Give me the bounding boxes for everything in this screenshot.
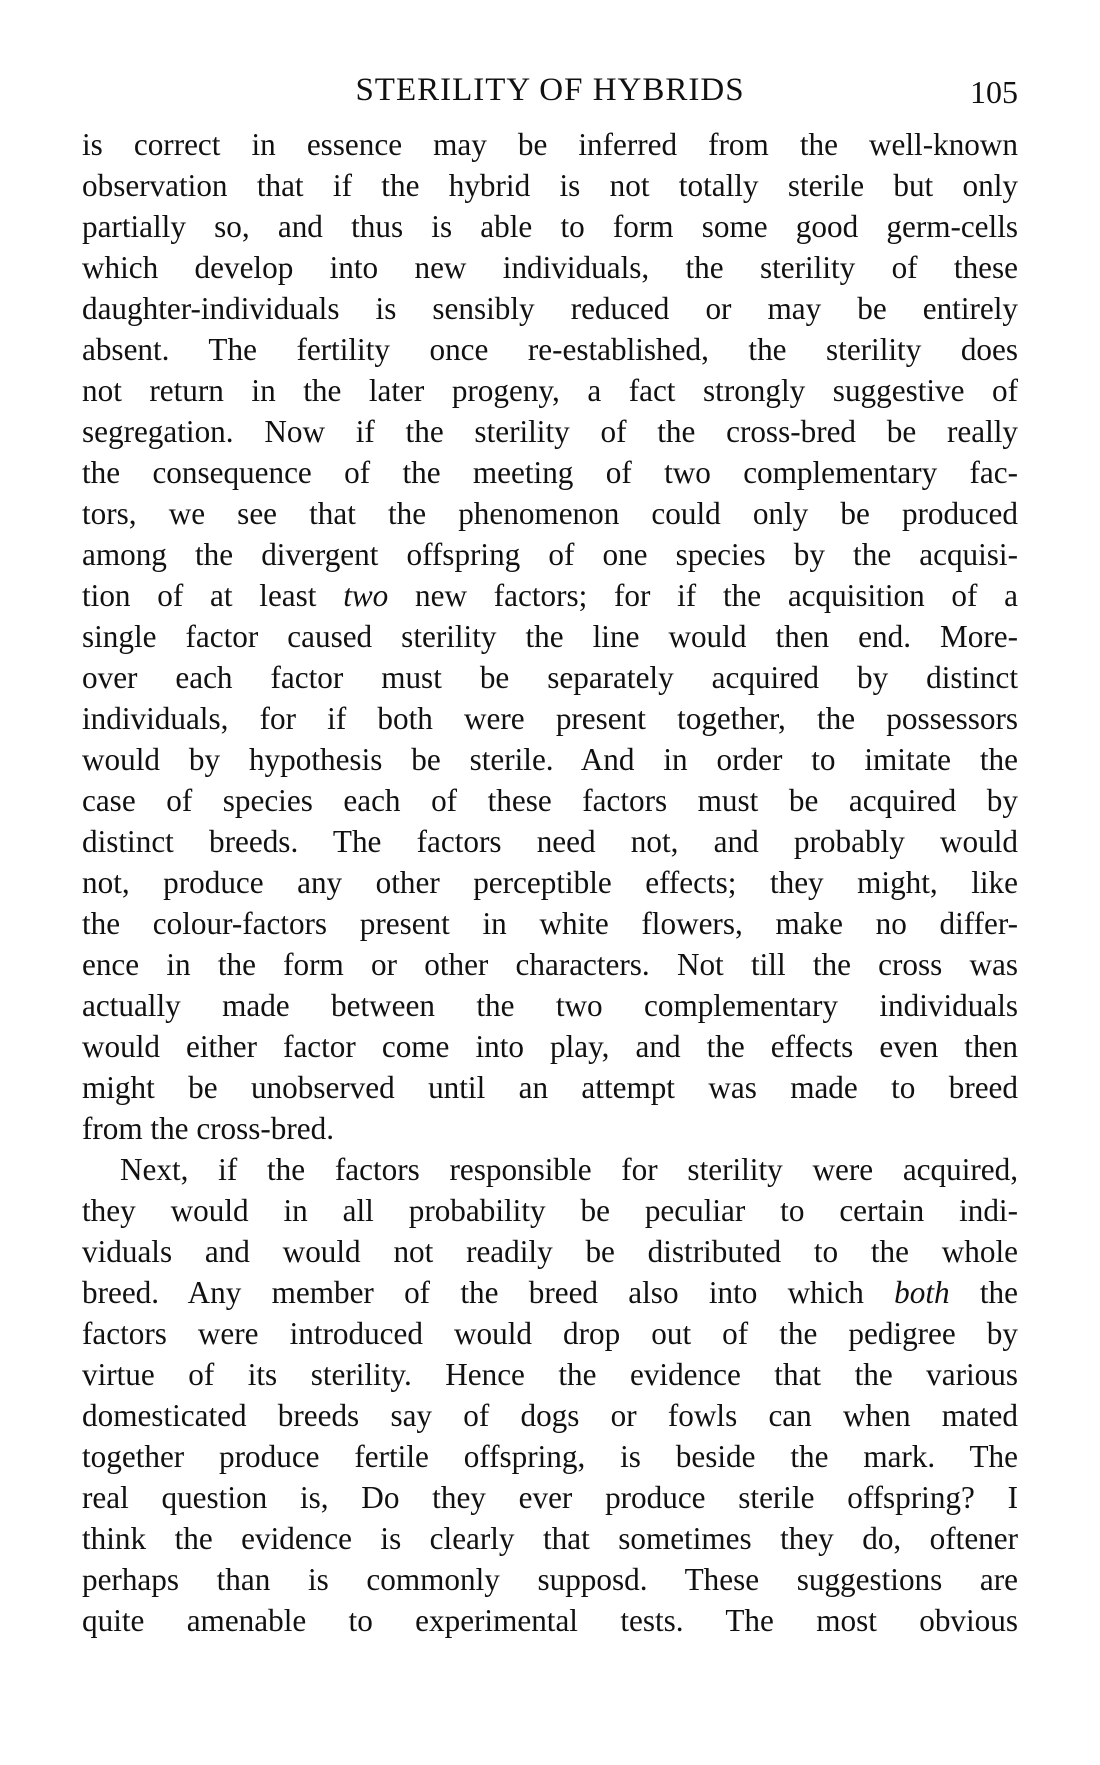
text-line: among the divergent offspring of one species by the acquisi- [82,537,1018,572]
text-run: tion of at least [82,578,344,613]
text-line: absent. The fertility once re-established, the sterility does [82,332,1018,367]
text-line: not, produce any other perceptible effects; they might, like [82,865,1018,900]
text-line: actually made between the two complementary individuals [82,988,1018,1023]
text-line: real question is, Do they ever produce sterile offspring? I [82,1480,1018,1515]
text-line [82,1272,1018,1313]
text-line: over each factor must be separately acquired by distinct [82,660,1018,695]
text-line: factors were introduced would drop out of the pedigree by [82,1316,1018,1351]
text-line: perhaps than is commonly supposd. These suggestions are [82,1562,1018,1597]
text-line: segregation. Now if the sterility of the cross-bred be really [82,414,1018,449]
body-text [82,124,1018,1641]
text-line: the consequence of the meeting of two complementary fac- [82,455,1018,490]
text-line: observation that if the hybrid is not totally sterile but only [82,168,1018,203]
text-line: quite amenable to experimental tests. The most obvious [82,1603,1018,1638]
text-line: which develop into new individuals, the sterility of these [82,250,1018,285]
italic-word: two [343,578,389,613]
text-line: ence in the form or other characters. Not till the cross was [82,947,1018,982]
book-page [82,72,1018,1641]
text-line: together produce fertile offspring, is beside the mark. The [82,1439,1018,1474]
text-line: viduals and would not readily be distributed to the whole [82,1234,1018,1269]
text-line: individuals, for if both were present together, the possessors [82,701,1018,736]
text-line: virtue of its sterility. Hence the evidence that the various [82,1357,1018,1392]
italic-word: both [894,1275,950,1310]
text-line: the colour-factors present in white flowers, make no differ- [82,906,1018,941]
text-line: partially so, and thus is able to form some good germ-cells [82,209,1018,244]
text-line: case of species each of these factors must be acquired by [82,783,1018,818]
text-line: they would in all probability be peculiar to certain indi- [82,1193,1018,1228]
text-line: is correct in essence may be inferred from the well-known [82,127,1018,162]
text-line: Next, if the factors responsible for sterility were acquired, [120,1152,1018,1187]
page-number: 105 [970,74,1018,110]
text-run: new factors; for if the acquisition of a [388,578,1019,613]
running-title: STERILITY OF HYBRIDS [355,72,745,108]
text-line: distinct breeds. The factors need not, and probably would [82,824,1018,859]
text-line: domesticated breeds say of dogs or fowls can when mated [82,1398,1018,1433]
text-line: not return in the later progeny, a fact strongly suggestive of [82,373,1018,408]
text-run: breed. Any member of the breed also into which [82,1275,895,1310]
text-line [82,575,1018,616]
text-line: single factor caused sterility the line would then end. More- [82,619,1018,654]
running-head [82,72,1018,124]
text-line: from the cross-bred. [82,1111,335,1146]
text-line: might be unobserved until an attempt was made to breed [82,1070,1018,1105]
text-line: would either factor come into play, and the effects even then [82,1029,1018,1064]
text-line: think the evidence is clearly that sometimes they do, oftener [82,1521,1018,1556]
text-line: tors, we see that the phenomenon could only be produced [82,496,1018,531]
text-line: would by hypothesis be sterile. And in order to imitate the [82,742,1018,777]
text-line: daughter-individuals is sensibly reduced or may be entirely [82,291,1018,326]
text-run: the [949,1275,1018,1310]
